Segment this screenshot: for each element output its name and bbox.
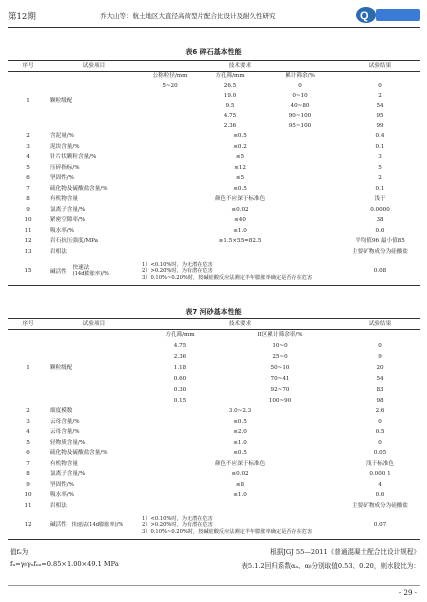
table-cell: 硫化物及硫酸盐含量/%: [50, 450, 108, 457]
table-cell: 4: [26, 154, 30, 161]
table7-alkali-req1: 1）<0.10%时，为无潜在危害: [142, 515, 213, 522]
table-cell: 吸水率/%: [50, 227, 74, 234]
table-cell: 92~70: [270, 386, 290, 393]
table-row: [8, 449, 420, 460]
table-cell: 8: [26, 471, 30, 478]
table7-alkali-method: 快速法(14d膨胀率)/%: [71, 521, 124, 528]
table7-col-item: 试验项目: [48, 319, 140, 330]
table-cell: 95: [376, 113, 384, 120]
table7-grading-item: 颗粒级配: [50, 364, 73, 371]
table7-col-requirement: 技术要求: [140, 319, 340, 330]
table7-alkali-req2: 2）>0.20%时，为有潜在危害: [142, 522, 213, 528]
table6-alkali-item: 碱活性: [50, 268, 67, 275]
table7-col-result: 试验结果: [340, 319, 420, 330]
table-cell: 0~10: [292, 93, 308, 100]
table-cell: [48, 512, 140, 540]
table6-alkali-req1: 1）<0.10%时，为无潜在危害: [142, 261, 213, 268]
table-cell: ≤0.5: [233, 450, 247, 457]
table-cell: 岩相法: [50, 502, 67, 509]
table-cell: 0.6: [375, 492, 385, 499]
table-cell: 针片状颗粒含量/%: [50, 154, 97, 161]
table-row: [8, 407, 420, 418]
table6-col-seq: 序号: [8, 61, 48, 72]
table-cell: 70~41: [270, 375, 290, 382]
table-cell: 9: [26, 481, 30, 488]
table-cell: ≤2.0: [233, 429, 247, 436]
table-cell: ≤12: [234, 164, 246, 171]
table-row: [8, 184, 420, 195]
table-cell: 坚固性/%: [50, 175, 74, 182]
table-cell: 主要矿物成分为硅酸盐: [352, 502, 408, 509]
table-row: [8, 470, 420, 481]
table-cell: 0: [378, 418, 382, 425]
table-cell: [140, 122, 200, 132]
table-cell: 0.05: [373, 450, 387, 457]
table-cell: 平均值96 最小值85: [355, 238, 405, 245]
table-cell: 3.0~2.3: [228, 408, 252, 415]
table-cell: 0: [378, 342, 382, 349]
table-cell: 主要矿物成分为硅酸盐: [352, 248, 408, 255]
table-cell: [140, 92, 200, 102]
table6-grading-seq: 1: [26, 98, 30, 105]
table-cell: 99: [376, 123, 384, 130]
body-text-right-1: 根据JGJ 55—2011《普通混凝土配合比设计规程》: [270, 548, 420, 556]
table-cell: 9: [26, 206, 30, 213]
table-row: [8, 226, 420, 237]
table-row: [8, 247, 420, 258]
table-cell: 4: [378, 481, 382, 488]
table-cell: 岩相法: [50, 248, 67, 255]
table-cell: 6: [26, 450, 30, 457]
table6-caption: 表6 碎石基本性能: [185, 48, 242, 56]
table-cell: 5: [26, 439, 30, 446]
table-cell: 0.1: [375, 185, 385, 192]
table-cell: 50~10: [270, 364, 290, 371]
table-cell: 2.36: [223, 123, 237, 130]
table7-col-seq: 序号: [8, 319, 48, 330]
table-cell: 氯离子含量/%: [50, 471, 86, 478]
table-cell: 轻物质含量/%: [50, 439, 86, 446]
table-cell: ≤1.0: [233, 439, 247, 446]
table-cell: 岩石抗压强度/MPa: [50, 238, 99, 245]
table-cell: [140, 501, 340, 512]
table-cell: 3: [378, 154, 382, 161]
body-text-left-1: 值fᵤ为: [10, 548, 29, 556]
table-cell: 硫化物及硫酸盐含量/%: [50, 185, 108, 192]
table-cell: 0.60: [173, 375, 187, 382]
table-cell: 坚固性/%: [50, 481, 74, 488]
table-row: [8, 501, 420, 512]
table-cell: 38: [376, 217, 384, 224]
header-rule: [8, 27, 420, 28]
table-cell: 紧密空隙率/%: [50, 217, 86, 224]
table-cell: 5: [26, 164, 30, 171]
table-cell: [140, 512, 340, 540]
table-cell: 0.0000: [370, 206, 390, 213]
table-cell: 6: [26, 175, 30, 182]
table-cell: 54: [376, 103, 384, 110]
table-cell: 4: [26, 429, 30, 436]
table-cell: 0.4: [375, 133, 385, 140]
journal-logo-icon: [356, 6, 420, 24]
table-cell: 0: [378, 439, 382, 446]
table-cell: [340, 72, 420, 82]
table-cell: 5~20: [162, 83, 178, 90]
table-cell: 83: [376, 386, 384, 393]
table-cell: 3: [26, 143, 30, 150]
table-row: [8, 491, 420, 502]
table-cell: 0.07: [340, 512, 420, 540]
table-cell: 26.5: [223, 83, 237, 90]
table-cell: 2: [26, 133, 30, 140]
body-text-left-2: fᵤ=γᵦγᵤfᵤᵤ=0.85×1.00×49.1 MPa: [10, 560, 119, 568]
table6-col-result: 试验结果: [340, 61, 420, 72]
table-cell: ≤0.5: [233, 418, 247, 425]
table-cell: 有机物含量: [50, 460, 78, 467]
table-cell: 颜色不应深于标准色: [214, 460, 266, 467]
table-cell: 8: [26, 196, 30, 203]
table-cell: 12: [8, 512, 48, 540]
table-cell: 0.15: [173, 397, 187, 404]
table-row: [8, 195, 420, 206]
table-cell: 0: [298, 83, 302, 90]
table-cell: 11: [24, 502, 32, 509]
table-cell: 氯离子含量/%: [50, 206, 86, 213]
table-cell: 浅于标准色: [366, 460, 394, 467]
table-cell: 10: [24, 492, 32, 499]
table-cell: 云母含量/%: [50, 418, 80, 425]
table-cell: 累计筛余/%: [285, 73, 315, 80]
table7-header-row: [8, 319, 420, 330]
table-cell: 100~90: [268, 397, 292, 404]
table-cell: 0.30: [173, 386, 187, 393]
table-cell: 9.5: [225, 103, 235, 110]
table-cell: ≤0.5: [233, 133, 247, 140]
table-cell: 2: [26, 408, 30, 415]
issue-number: 第12期: [8, 12, 36, 22]
table-cell: 7: [26, 460, 30, 467]
table-cell: [140, 247, 340, 258]
table-cell: II区累计筛余率/%: [257, 331, 303, 338]
table-row: [8, 132, 420, 143]
table-cell: 颜色不应深于标准色: [214, 196, 266, 203]
table-row: [8, 205, 420, 216]
table6-alkali-req3: 3）0.10%~0.20%时，按碱硅酸反应法测定半年膨胀率确定是否存在危害: [142, 274, 313, 281]
table7-alkali-item: 碱活性: [50, 521, 67, 528]
table-cell: 90~100: [288, 113, 312, 120]
table-cell: 40~80: [290, 103, 310, 110]
table6-alkali-method: 快速法: [72, 264, 90, 271]
table-row: [8, 153, 420, 164]
table-cell: 0.5: [375, 429, 385, 436]
table-cell: 2.6: [375, 408, 385, 415]
table-row: [8, 459, 420, 470]
table-cell: 含泥量/%: [50, 133, 74, 140]
table-cell: 0.000 1: [369, 471, 391, 478]
journal-logo: [356, 6, 420, 24]
table6-alkali-method-sub: (14d膨胀率)/%: [72, 270, 109, 277]
table-cell: ≤0.02: [231, 471, 249, 478]
table-cell: 13: [24, 248, 32, 255]
table-cell: 54: [376, 375, 384, 382]
table6-grading-item: 颗粒级配: [50, 98, 73, 105]
table-cell: 95~100: [288, 123, 312, 130]
table-cell: 0.6: [375, 227, 385, 234]
table6-header-row: [8, 61, 420, 72]
table-row: [8, 163, 420, 174]
table-row: [8, 428, 420, 439]
table-cell: 2: [378, 175, 382, 182]
body-text-right-2: 表5.1.2回归系数αₐ、αᵦ分别取值0.53、0.20，则水胶比为：: [241, 562, 420, 570]
page-header: [8, 6, 420, 28]
table-row: [8, 438, 420, 449]
table-cell: 0: [378, 83, 382, 90]
table-row: [8, 142, 420, 153]
table-row: [8, 216, 420, 227]
table-cell: 10~0: [272, 342, 288, 349]
table-cell: [48, 258, 140, 286]
table7-grading-seq: 1: [26, 364, 30, 371]
table-cell: 吸水率/%: [50, 492, 74, 499]
table-cell: 9: [378, 353, 382, 360]
table-cell: 5: [378, 164, 382, 171]
table-cell: ≤40: [234, 217, 246, 224]
table-cell: 2: [378, 93, 382, 100]
table-cell: [140, 112, 200, 122]
table-cell: [140, 258, 340, 286]
table-row: [8, 237, 420, 248]
table-cell: ≤8: [235, 481, 245, 488]
table-cell: 4.75: [223, 113, 237, 120]
table-cell: 云母含量/%: [50, 429, 80, 436]
table-cell: 2.36: [173, 353, 187, 360]
table-cell: 1.18: [173, 364, 187, 371]
table-cell: 方孔筛/mm: [215, 73, 245, 80]
table-cell: 方孔筛/mm: [165, 331, 195, 338]
table-cell: [140, 102, 200, 112]
table-cell: 浅于: [374, 196, 386, 203]
table6: [8, 60, 420, 286]
table-cell: 0.08: [340, 258, 420, 286]
table-cell: 10: [24, 217, 32, 224]
table-row: [8, 480, 420, 491]
table-cell: 4.75: [173, 342, 187, 349]
table6-col-item: 试验项目: [48, 61, 140, 72]
table-cell: 25~0: [272, 353, 288, 360]
table-cell: 有机物含量: [50, 196, 78, 203]
table-cell: 公称粒径/mm: [152, 73, 188, 80]
table7: [8, 318, 420, 540]
table-cell: 7: [26, 185, 30, 192]
table6-col-requirement: 技术要求: [140, 61, 340, 72]
table-row: [8, 330, 420, 341]
table-cell: 12: [24, 238, 32, 245]
table6-alkali-req2: 2）>0.20%时，为有潜在危害: [142, 268, 213, 274]
table-cell: 15: [8, 258, 48, 286]
svg-text:Q: Q: [360, 10, 369, 22]
table-cell: ≤0.2: [233, 143, 247, 150]
table-row: [8, 72, 420, 82]
table-cell: 11: [24, 227, 32, 234]
table-cell: ≤0.02: [231, 206, 249, 213]
page-number: - 29 -: [398, 589, 417, 597]
table-cell: 泥块含量/%: [50, 143, 80, 150]
table-cell: 细度模数: [50, 408, 73, 415]
table-cell: 压碎指标/%: [50, 164, 80, 171]
table-cell: 19.0: [223, 93, 237, 100]
table-cell: 98: [376, 397, 384, 404]
footer-rule: [8, 585, 420, 586]
table-cell: 20: [376, 364, 384, 371]
table-cell: ≤1.0: [233, 492, 247, 499]
table-cell: [340, 330, 420, 341]
table-cell: 0.1: [375, 143, 385, 150]
table-row: [8, 174, 420, 185]
table-row: [8, 512, 420, 540]
table-cell: ≤5: [235, 175, 245, 182]
table7-caption: 表7 河砂基本性能: [185, 308, 242, 316]
table-cell: ≤1.0: [233, 227, 247, 234]
table-cell: ≤5: [235, 154, 245, 161]
table-row: [8, 258, 420, 286]
table-row: [8, 417, 420, 428]
table-cell: 3: [26, 418, 30, 425]
running-title: 乔大山等：航土地区大直径高荷型片配合比设计及耐久性研究: [100, 12, 276, 20]
table-cell: ≥1.5×55=82.5: [218, 238, 262, 245]
table-cell: ≤0.5: [233, 185, 247, 192]
table7-alkali-req3: 3）0.10%~0.20%时，按碱硅酸反应法测定半年膨胀率确定是否存在危害: [142, 528, 313, 535]
